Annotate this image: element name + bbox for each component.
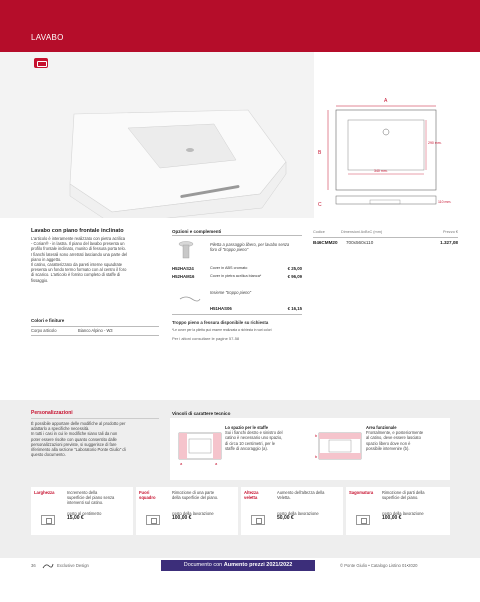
area-text: Area funzionale Frontalmente, e posteriormente al catino, deve essere lasciato spazio libero dove non è possibile intervenire (b). <box>366 425 424 451</box>
footer-brand: Exclusive Design <box>57 563 89 568</box>
fuori-squadro-icon <box>146 515 160 525</box>
product-title: Lavabo con piano frontale inclinato <box>31 228 124 234</box>
spec-header: Codice Dimensioni AxBxC (mm) Prezzo € <box>313 230 458 234</box>
options-title: Opzioni e complementi <box>172 229 222 234</box>
custom-text: È possibile apportare delle modifiche al prodotto per adattarlo a specifiche necessità. In tutti i casi in cui le modifiche siano tali da non poter essere risolte con quanto consentito dalle personalizzazioni previste, si suggerisce di fare riferimento alla sezione "Laboratorio Ponte Giulio" di questo documento. <box>31 421 126 458</box>
dim-label-c: C <box>318 202 322 208</box>
larghezza-icon <box>41 515 55 525</box>
sagomatura-icon <box>356 515 370 525</box>
product-photo <box>0 52 314 218</box>
mod-card-fuori-squadro: Fuori squadro Rimozione di una parte della superficie del piano. costo della lavorazione 100,00 € <box>136 487 238 535</box>
divider <box>31 335 159 336</box>
price-update-banner: Documento con Aumento prezzi 2021/2022 <box>161 560 315 571</box>
technical-drawing <box>314 92 480 218</box>
svg-text:a: a <box>180 461 183 466</box>
dim-110: 110 mm. <box>438 200 452 204</box>
footer-copyright: © Ponte Giulio • Catalogo Listino 01•2020 <box>340 563 418 568</box>
page-title: LAVABO <box>31 33 64 42</box>
note-footnote: *Le cover per la piletta può essere realizzata a richiesta in vari colori <box>172 328 272 332</box>
divider <box>31 326 159 327</box>
option-row: H52HAS24 Cover in ABS cromato € 25,00 <box>172 266 302 271</box>
custom-title: Personalizzazioni <box>31 410 73 416</box>
dim-label-a: A <box>384 98 388 104</box>
mod-card-sagomatura: Sagomatura Rimozione di parti della superficie del piano. costo della lavorazione 100,00 € <box>346 487 450 535</box>
dim-340: 340 mm. <box>374 169 388 173</box>
mod-card-altezza-veletta: Altezza veletta Aumento dell'altezza della Veletta. costo della lavorazione 50,00 € <box>241 487 343 535</box>
insieme-label: Insieme "troppo pieno" <box>210 290 252 295</box>
colors-label: Corpo articolo <box>31 328 57 333</box>
divider <box>172 235 302 236</box>
drain-plug-icon <box>178 240 194 262</box>
divider <box>172 314 302 315</box>
colors-value: Bianco Alpino - W3 <box>78 328 113 333</box>
svg-text:b: b <box>315 433 318 438</box>
page-number: 36 <box>31 563 36 568</box>
staffe-diagram <box>175 427 225 467</box>
note-title: Troppo pieno a fessura disponibile su richiesta <box>172 320 269 325</box>
sink-illustration <box>0 52 314 218</box>
page-header <box>0 0 480 52</box>
dim-290: 290 mm. <box>428 141 442 145</box>
product-description: L'articolo è interamente realizzato con pietra acrilica - Corian® - in lastra. Il piano del lavabo presenta un profilo frontale inclinato, munito di fessura porta telo. I fianchi laterali sono arretrati lasciando una parte del piano in aggetto. Il catino, caratterizzato da pareti interne squadrate presenta un fondo termo formato con al centro il foro di scarico. L'articolo è fornito completo di staffe di fissaggio. <box>31 236 128 283</box>
tech-title: Vincoli di carattere tecnico <box>172 411 231 416</box>
link-note: Per i altoni consultare le pagine 57-58 <box>172 336 240 341</box>
overflow-kit-icon <box>178 294 202 304</box>
spazio-text: Lo spazio per le staffe Sui i fianchi destro e sinistro del catino è necessario uno spazio, di circa 10 centimetri, per le staffe di ancoraggio (a). <box>225 425 283 451</box>
mod-card-larghezza: Larghezza Incremento della superficie del piano senza interventi sul catino. costo al centimetro 15,00 € <box>31 487 133 535</box>
brand-logo-icon <box>42 563 54 569</box>
altezza-veletta-icon <box>251 515 265 525</box>
piletta-desc: Piletta a passaggio libero, per lavabo senza foro di "troppo pieno" <box>210 242 290 253</box>
spec-table <box>313 230 458 247</box>
dim-label-b: B <box>318 150 322 156</box>
option-row: H52HAM16 Cover in pietra acrilica bianca* € 96,09 <box>172 274 302 279</box>
colors-title: Colori e finiture <box>31 318 65 323</box>
divider <box>31 418 159 419</box>
svg-text:a: a <box>215 461 218 466</box>
area-diagram <box>315 427 365 467</box>
spec-row: B46CMM20 700x560x110 1.327,08 <box>313 240 458 245</box>
svg-text:b: b <box>315 454 318 459</box>
corian-logo <box>34 58 48 68</box>
